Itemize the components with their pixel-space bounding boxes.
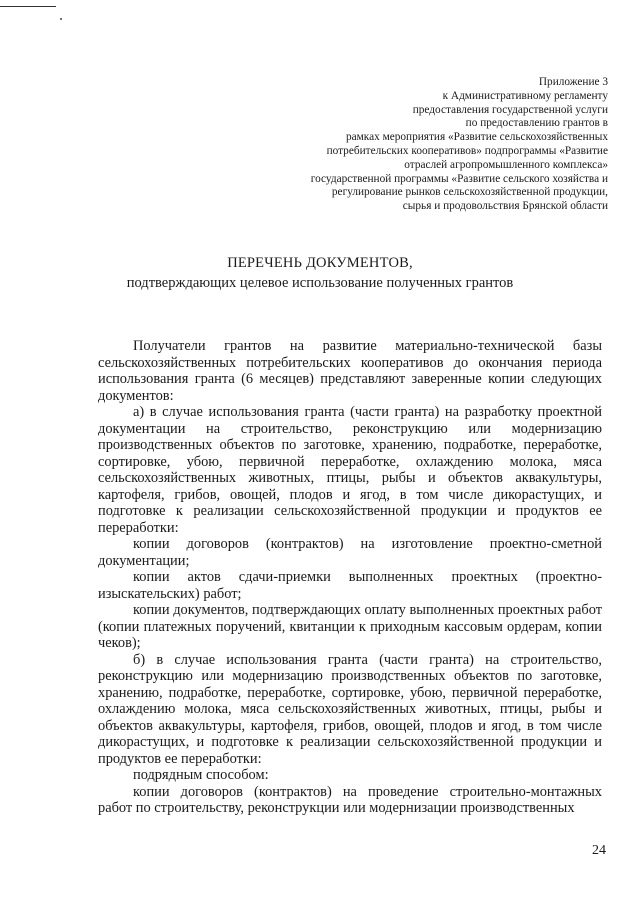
body-paragraph: а) в случае использования гранта (части гранта) на разработку проектной документации на строительство, реконструкцию или модернизацию производственных объектов по заготовке, хранению, подработке, переработке, сортировке, убою, первичной переработке, охлаждению молока, мяса сельскохозяйственных животных, птицы, рыбы и объектов аквакультуры, картофеля, грибов, овощей, плодов и ягод, в том числе дикорастущих, и подготовке к реализации сельскохозяйственной продукции и продуктов ее переработки:	[98, 404, 602, 536]
top-scan-rule	[0, 6, 56, 7]
scan-artifact-dot	[60, 18, 62, 20]
appendix-line: рамках мероприятия «Развитие сельскохозяйственных	[345, 131, 608, 144]
body-paragraph: подрядным способом:	[133, 767, 269, 783]
appendix-line: Приложение 3	[538, 76, 608, 88]
appendix-line: сырья и продовольствия Брянской области	[402, 200, 608, 213]
appendix-line: к Административному регламенту	[442, 89, 608, 102]
appendix-line: государственной программы «Развитие сельского хозяйства и	[310, 172, 608, 185]
document-title: ПЕРЕЧЕНЬ ДОКУМЕНТОВ,	[227, 255, 413, 271]
document-body	[98, 338, 602, 817]
document-subtitle: подтверждающих целевое использование полученных грантов	[126, 275, 514, 291]
appendix-line: потребительских кооперативов» подпрограммы «Развитие	[326, 144, 608, 157]
document-title-block	[0, 254, 640, 292]
appendix-line: отраслей агропромышленного комплекса»	[404, 158, 608, 171]
appendix-line: по предоставлению грантов в	[465, 117, 608, 130]
body-paragraph: копии документов, подтверждающих оплату выполненных проектных работ (копии платежных поручений, квитанции к приходным кассовым ордерам, копии чеков);	[98, 602, 602, 651]
appendix-line: регулирование рынков сельскохозяйственной продукции,	[331, 186, 608, 199]
appendix-header	[248, 76, 608, 214]
appendix-line: предоставления государственной услуги	[412, 103, 608, 116]
body-paragraph: копии договоров (контрактов) на проведение строительно-монтажных работ по строительству, реконструкции или модернизации производственных	[98, 783, 602, 816]
body-paragraph: копии договоров (контрактов) на изготовление проектно-сметной документации;	[98, 536, 602, 569]
page-number: 24	[592, 843, 606, 858]
body-paragraph: копии актов сдачи-приемки выполненных проектных (проектно-изыскательских) работ;	[98, 569, 602, 602]
body-paragraph: Получатели грантов на развитие материально-технической базы сельскохозяйственных потребительских кооперативов до окончания периода использования гранта (6 месяцев) представляют заверенные копии следующих документов:	[98, 338, 602, 404]
body-paragraph: б) в случае использования гранта (части гранта) на строительство, реконструкцию или модернизацию производственных объектов по заготовке, хранению, подработке, переработке, сортировке, убою, первичной переработке, охлаждению молока, мяса сельскохозяйственных животных, птицы, рыбы и объектов аквакультуры, картофеля, грибов, овощей, плодов и ягод, в том числе дикорастущих, и подготовке к реализации сельскохозяйственной продукции и продуктов ее переработки:	[98, 651, 602, 767]
